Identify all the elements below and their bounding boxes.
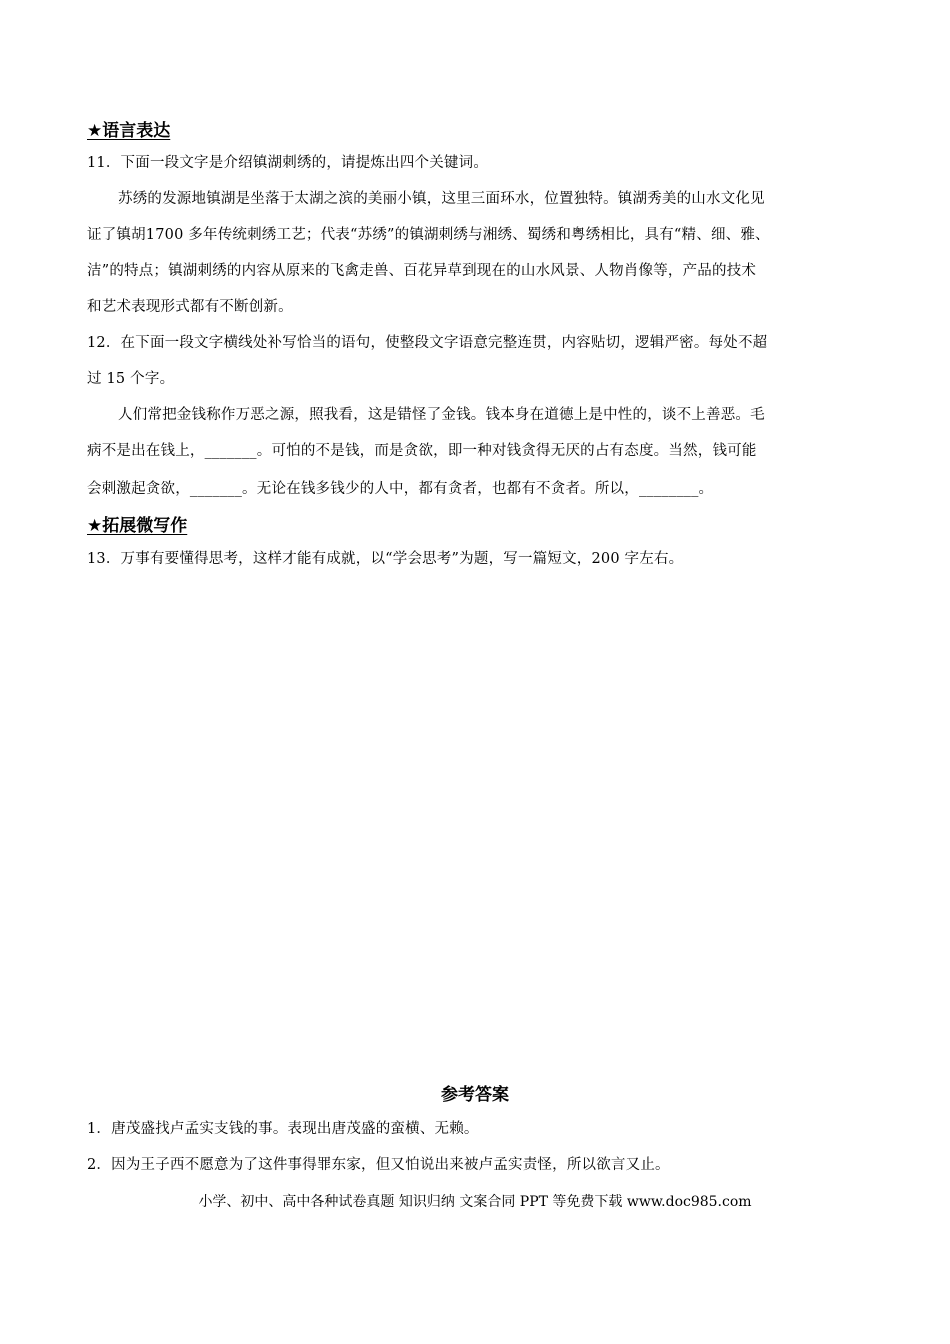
question-11-passage-line-3: 洁”的特点；镇湖刺绣的内容从原来的飞禽走兽、百花异草到现在的山水风景、人物肖像等，产品的技术 [87, 263, 757, 279]
question-12-prompt-line-1: 12．在下面一段文字横线处补写恰当的语句，使整段文字语意完整连贯，内容贴切，逻辑严密。每处不超 [87, 335, 768, 351]
question-13-prompt: 13．万事有要懂得思考，这样才能有成就，以“学会思考”为题，写一篇短文，200 字左右。 [87, 551, 684, 567]
answer-item-1: 1．唐茂盛找卢孟实支钱的事。表现出唐茂盛的蛮横、无赖。 [87, 1121, 479, 1137]
question-11-prompt: 11．下面一段文字是介绍镇湖刺绣的，请提炼出四个关键词。 [87, 155, 489, 171]
section-heading-writing: ★拓展微写作 [87, 516, 188, 536]
section-heading-language: ★语言表达 [87, 121, 171, 141]
question-12-passage-line-2: 病不是出在钱上，_______。可怕的不是钱，而是贪欲，即一种对钱贪得无厌的占有态度。当然，钱可能 [87, 443, 757, 459]
question-11-passage-line-1: 苏绣的发源地镇湖是坐落于太湖之滨的美丽小镇，这里三面环水，位置独特。镇湖秀美的山水文化见 [118, 191, 765, 207]
question-12-prompt-line-2: 过 15 个字。 [87, 371, 175, 387]
answers-title: 参考答案 [441, 1085, 509, 1105]
question-11-passage-line-4: 和艺术表现形式都有不断创新。 [87, 299, 293, 315]
question-12-passage-line-3: 会刺激起贪欲，_______。无论在钱多钱少的人中，都有贪者，也都有不贪者。所以，________。 [87, 481, 714, 497]
answer-item-2: 2．因为王子西不愿意为了这件事得罪东家，但又怕说出来被卢孟实责怪，所以欲言又止。 [87, 1157, 670, 1173]
page-footer: 小学、初中、高中各种试卷真题 知识归纳 文案合同 PPT 等免费下载 www.doc985.com [198, 1194, 752, 1210]
question-12-passage-line-1: 人们常把金钱称作万恶之源，照我看，这是错怪了金钱。钱本身在道德上是中性的，谈不上善恶。毛 [118, 407, 765, 423]
question-11-passage-line-2: 证了镇胡1700 多年传统刺绣工艺；代表“苏绣”的镇湖刺绣与湘绣、蜀绣和粤绣相比，具有“精、细、雅、 [87, 227, 770, 243]
